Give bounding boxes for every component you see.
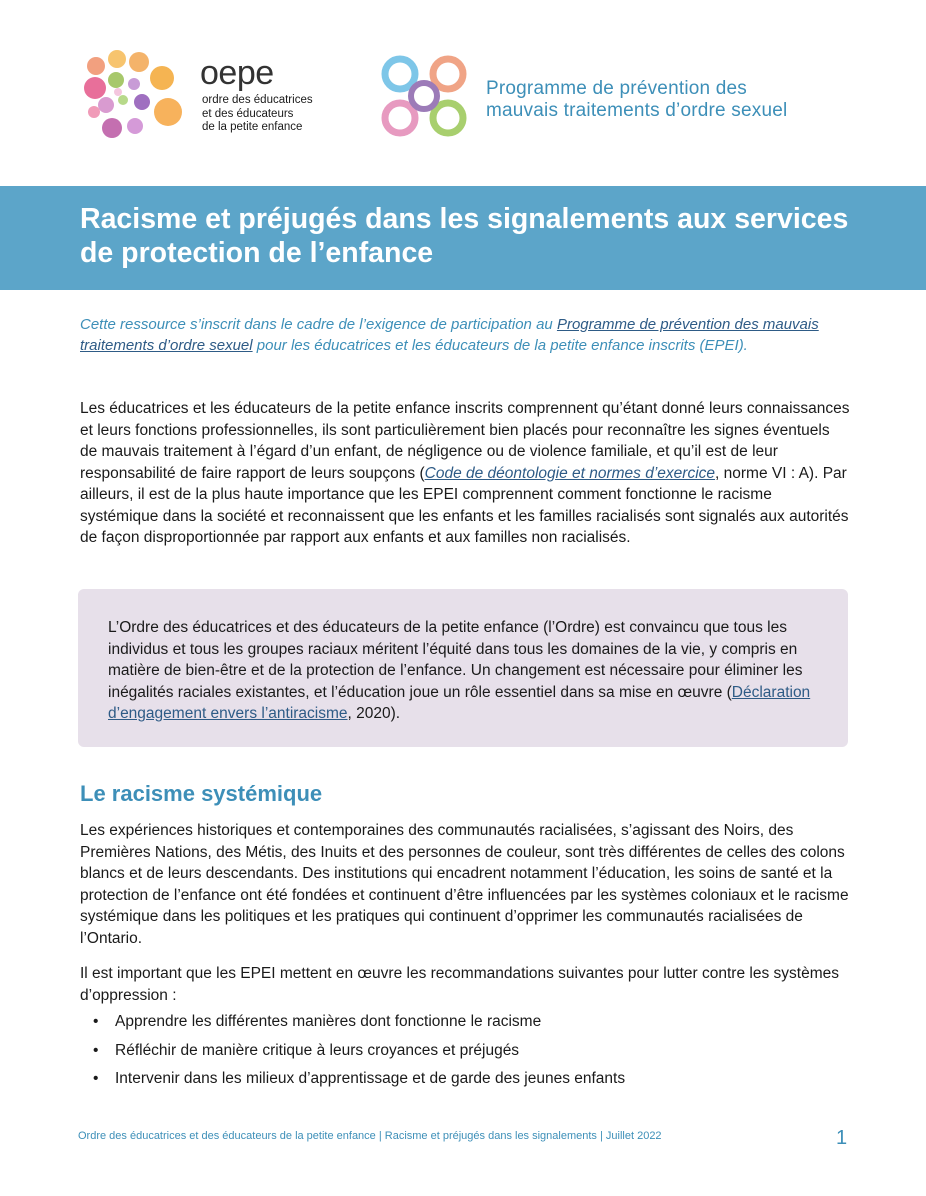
callout-text-before: L’Ordre des éducatrices et des éducateurs de la petite enfance (l’Ordre) est convaincu que tous les individus et tous les groupes raciaux méritent l’équité dans tous les domaines de la vie, y compris en matière de bien-être et de la protection de l’enfance. Un changement est nécessaire pour éliminer les inégalités raciales existantes, et l’éducation joue un rôle essentiel dans sa mise en œuvre (: [108, 619, 803, 701]
recommendations-list: [93, 1011, 853, 1097]
footer-text: Ordre des éducatrices et des éducateurs de la petite enfance | Racisme et préjugés dans les signalements | Juillet 2022: [78, 1130, 662, 1142]
list-item: [93, 1068, 853, 1097]
list-item: [93, 1040, 853, 1069]
program-logo: [378, 52, 878, 142]
program-title-line: mauvais traitements d’ordre sexuel: [486, 100, 788, 121]
oepe-subtitle-line: ordre des éducatrices: [202, 94, 313, 106]
list-item-text: Apprendre les différentes manières dont fonctionne le racisme: [115, 1013, 542, 1030]
list-item-text: Réfléchir de manière critique à leurs croyances et préjugés: [115, 1041, 520, 1059]
paragraph-recommendations: Il est important que les EPEI mettent en œuvre les recommandations suivantes pour lutter contre les systèmes d’oppression :: [80, 965, 839, 1004]
intro-text-after: pour les éducatrices et les éducateurs de la petite enfance inscrits (EPEI).: [252, 337, 748, 354]
antiracism-declaration-link[interactable]: Déclaration d’engagement envers l’antiracisme: [108, 683, 811, 722]
paragraph-responsibilities: [80, 398, 850, 549]
program-title: [486, 78, 787, 122]
bullet-icon: •: [93, 1041, 99, 1059]
callout-text-after: , 2020).: [347, 705, 401, 722]
oepe-subtitle-line: et des éducateurs: [202, 107, 294, 120]
paragraph-systemic-racism: Les expériences historiques et contemporaines des communautés racialisées, s’agissant des Noirs, des Premières Nations, des Métis, des Inuits et des personnes de couleur, sont très différentes de celles des colons blancs et de leurs descendants. Des institutions qui encadrent notamment l’éducation, les soins de santé et la protection de l’enfance ont été fondées et continuent d’être influencées par les systèmes coloniaux et le racisme systémique dans les politiques et les pratiques qui continuent d’opprimer les communautés racialisées de l’Ontario.: [80, 822, 849, 947]
oepe-logo: [82, 50, 322, 142]
code-of-ethics-link[interactable]: Code de déontologie et normes d’exercice: [424, 464, 716, 482]
bullet-icon: •: [93, 1070, 99, 1087]
callout-text: [108, 617, 818, 725]
paragraph-text: Les éducatrices et les éducateurs de la petite enfance inscrits comprennent qu’étant donné leurs connaissances et leurs fonctions professionnelles, ils sont particulièrement bien placés pour reconnaître les signes éventuels de mauvais traitement à l’égard d’un enfant, de négligence ou de violence familiale, et qu’il est de leur responsabilité de faire rapport de leurs soupçons (: [80, 400, 850, 482]
list-item: [93, 1011, 853, 1040]
oepe-wordmark: oepe: [200, 54, 274, 92]
program-rings-icon: [378, 52, 474, 142]
oepe-subtitle-line: de la petite enfance: [202, 121, 303, 133]
page-number: 1: [836, 1127, 848, 1149]
intro-text-before: Cette ressource s’inscrit dans le cadre de l’exigence de participation au: [80, 316, 557, 333]
section-heading: Le racisme systémique: [80, 781, 323, 806]
list-item-text: Intervenir dans les milieux d’apprentissage et de garde des jeunes enfants: [115, 1070, 626, 1087]
program-link[interactable]: Programme de prévention des mauvais traitements d’ordre sexuel: [80, 316, 819, 354]
program-title-line: Programme de prévention des: [486, 78, 747, 99]
page-title: Racisme et préjugés dans les signalements aux services de protection de l’enfance: [80, 203, 849, 269]
paragraph-text: , norme VI : A). Par ailleurs, il est de la plus haute importance que les EPEI comprennent comment fonctionne le racisme systémique dans la société et reconnaissent que les enfants et les familles racialisés sont signalés aux autorités de façon disproportionnée par rapport aux enfants et aux familles non racialisés.: [80, 464, 849, 546]
intro-text: [80, 314, 850, 356]
oepe-circles-icon: [82, 50, 192, 142]
bullet-icon: •: [93, 1013, 99, 1030]
oepe-subtitle: [202, 94, 313, 135]
